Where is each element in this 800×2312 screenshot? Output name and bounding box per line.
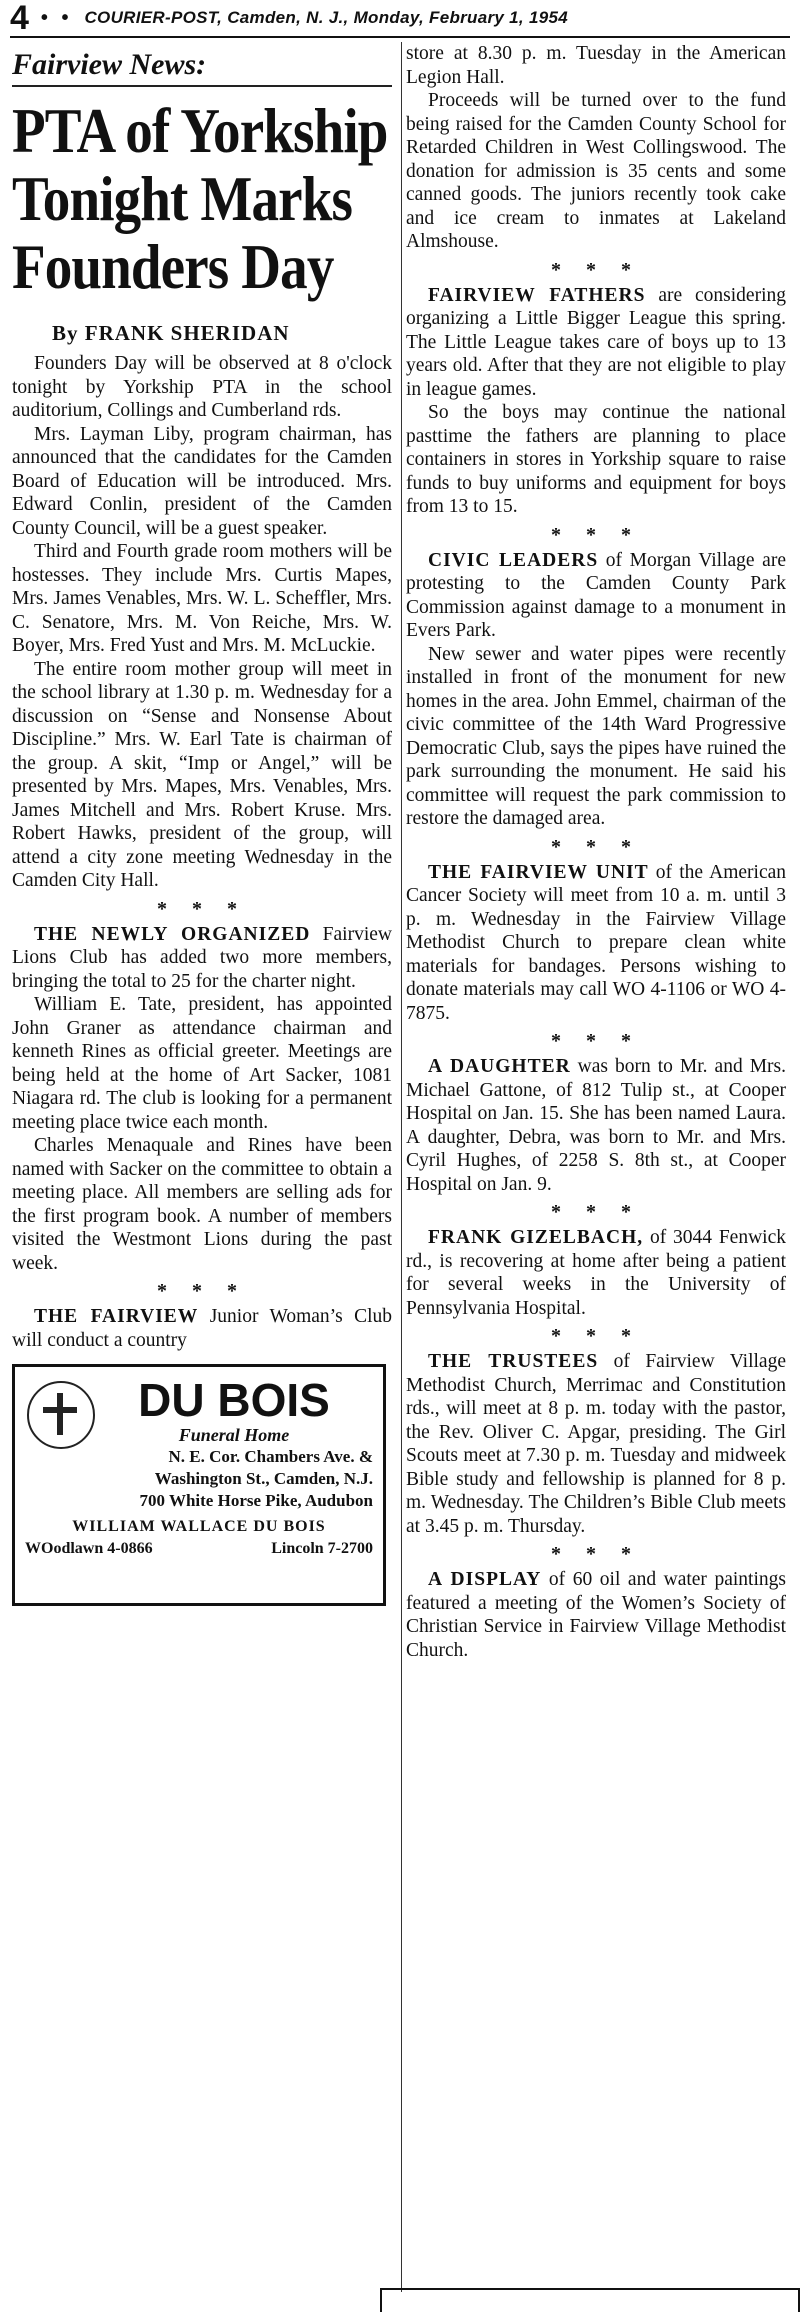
section-separator: * * * xyxy=(157,897,247,920)
column-divider xyxy=(401,42,402,2292)
ad-subtitle: Funeral Home xyxy=(178,1425,290,1445)
cross-logo-icon xyxy=(27,1381,95,1449)
paragraph-text: Fairview Lions Club has added two more members, bringing the total to 25 for the charter night. xyxy=(12,923,392,992)
paragraph-text: of Morgan Village are protesting to the Camden County Park Commission against damage to a monument in Evers Park. xyxy=(406,549,786,641)
section-separator: * * * xyxy=(551,1543,641,1565)
paragraph-text: Third and Fourth grade room mothers will be hostesses. They include Mrs. Curtis Mapes, Mrs. James Venables, Mrs. W. L. Scheffler, Mrs. C. Senatore, Mrs. M. Von Reiche, Mrs. W. Boyer, Mrs. Fred Yust and Mrs. M. McLuckie. xyxy=(12,541,392,656)
article-paragraph xyxy=(12,423,392,541)
ad-owner: WILLIAM WALLACE DU BOIS xyxy=(72,1518,326,1535)
section-separator: * * * xyxy=(551,258,641,281)
section-separator: * * * xyxy=(551,1201,641,1223)
column-left-body xyxy=(12,352,392,1352)
paragraph-lead: CIVIC LEADERS xyxy=(428,549,599,571)
section-separator: * * * xyxy=(157,1280,247,1302)
paragraph-text: of 3044 Fenwick rd., is recovering at home after being a patient for several weeks in the University of Pennsylvania Hospital. xyxy=(406,1227,786,1319)
section-separator: * * * xyxy=(551,523,641,546)
article-paragraph xyxy=(406,549,786,643)
paragraph-text: Mrs. Layman Liby, program chairman, has announced that the candidates for the Camden Board of Education will be introduced. Mrs. Edward Conlin, president of the Camden County Council, will be a guest speaker. xyxy=(12,423,392,539)
paragraph-text: New sewer and water pipes were recently installed in front of the monument for new homes in the area. John Emmel, chairman of the civic committee of the 14th Ward Progressive Democratic Club, says the pipes have ruined the park surrounding the monument. He said his committee will request the park commission to restore the damaged area. xyxy=(406,643,786,829)
paragraph-text: The entire room mother group will meet in the school library at 1.30 p. m. Wednesday for a discussion on “Sense and Nonsense About Discipline.” Mrs. W. Earl Tate is chairman of the group. A skit, “Imp or Angel,” will be presented by Mrs. Mapes, Mrs. Venables, Mrs. James Mitchell and Mrs. Robert Kruse. Mrs. Robert Hawks, president of the group, will attend a city zone meeting Wednesday in the Camden City Hall. xyxy=(12,658,392,891)
paragraph-lead: FRANK GIZELBACH, xyxy=(428,1227,644,1248)
byline: By FRANK SHERIDAN xyxy=(52,321,290,345)
article-columns xyxy=(6,38,794,1662)
ad-address-1: N. E. Cor. Chambers Ave. & xyxy=(168,1447,373,1466)
paragraph-lead: THE NEWLY ORGANIZED xyxy=(34,923,311,945)
paragraph-lead: THE FAIRVIEW UNIT xyxy=(428,861,649,883)
funeral-home-ad xyxy=(12,1364,386,1606)
article-paragraph xyxy=(12,658,392,893)
article-paragraph xyxy=(12,540,392,658)
dateline: COURIER-POST, Camden, N. J., Monday, February 1, 1954 xyxy=(84,8,568,27)
paragraph-lead: THE FAIRVIEW xyxy=(34,1306,199,1327)
article-paragraph xyxy=(406,1568,786,1662)
paragraph-lead: A DAUGHTER xyxy=(428,1056,571,1077)
column-right-body xyxy=(406,42,786,1662)
ad-address-2: Washington St., Camden, N.J. xyxy=(154,1469,373,1488)
article-paragraph xyxy=(12,1134,392,1275)
section-separator: * * * xyxy=(551,1325,641,1347)
paragraph-lead: A DISPLAY xyxy=(428,1569,542,1590)
ad-phones xyxy=(25,1540,373,1558)
paragraph-text: Founders Day will be observed at 8 o'clock tonight by Yorkship PTA in the school auditorium, Collings and Cumberland rds. xyxy=(12,353,392,421)
article-paragraph xyxy=(12,352,392,423)
article-paragraph xyxy=(12,923,392,994)
article-paragraph xyxy=(12,993,392,1134)
masthead-ornament: • • xyxy=(40,6,73,29)
ad-phone-right: Lincoln 7-2700 xyxy=(271,1540,373,1557)
section-separator: * * * xyxy=(551,1030,641,1052)
article-paragraph xyxy=(406,401,786,519)
ad-phone-left: WOodlawn 4-0866 xyxy=(25,1540,153,1557)
headline: PTA of Yorkship Tonight Marks Founders Day xyxy=(12,95,388,302)
article-paragraph xyxy=(406,643,786,831)
paragraph-text: of the American Cancer Society will meet from 10 a. m. until 3 p. m. Wednesday in the Fairview Village Methodist Church to prepare clean white materials for bandages. Persons wishing to donate materials may call WO 4-1106 or WO 4-7875. xyxy=(406,861,787,1024)
article-paragraph xyxy=(406,42,786,89)
article-paragraph xyxy=(406,284,786,402)
column-left xyxy=(12,42,392,1662)
paragraph-text: of Fairview Village Methodist Church, Merrimac and Constitution rds., will meet at 8 p. m. today with the pastor, the Rev. Oliver C. Apgar, presiding. The Girl Scouts meet at 7.30 p. m. Tuesday and midweek Bible study and fellowship is planned for 8 p. m. Wednesday. The Children’s Bible Club meets at 3.45 p. m. Thursday. xyxy=(406,1351,786,1537)
section-kicker: Fairview News: xyxy=(12,48,392,87)
paragraph-text: are considering organizing a Little Bigger League this spring. The Little League takes care of boys up to 13 years old. After that they are not eligible to play in league games. xyxy=(406,284,786,400)
section-separator: * * * xyxy=(551,835,641,858)
paragraph-text: So the boys may continue the national pasttime the fathers are planning to place containers in stores in Yorkship square to raise funds to buy uniforms and equipment for boys from 13 to 15. xyxy=(406,402,786,517)
paragraph-text: of 60 oil and water paintings featured a meeting of the Women’s Society of Christian Service in Fairview Village Methodist Church. xyxy=(406,1569,786,1661)
page-number: 4 xyxy=(10,0,29,37)
column-right xyxy=(406,42,786,1662)
paragraph-text: was born to Mr. and Mrs. Michael Gattone, of 812 Tulip st., at Cooper Hospital on Jan. 15. She has been named Laura. A daughter, Debra, was born to Mr. and Mrs. Cyril Hughes, of 2258 S. 8th st., at Cooper Hospital on Jan. 9. xyxy=(406,1056,786,1195)
ad-address-3: 700 White Horse Pike, Audubon xyxy=(139,1491,373,1510)
paragraph-text: William E. Tate, president, has appointed John Graner as attendance chairman and kenneth Rines as official greeter. Meetings are being held at the home of Art Sacker, 1081 Niagara rd. The club is looking for a permanent meeting place twice each month. xyxy=(12,994,392,1133)
ad-name: DU BOIS xyxy=(138,1374,330,1426)
article-paragraph xyxy=(406,861,786,1026)
paragraph-text: Junior Woman’s Club will conduct a country xyxy=(12,1306,392,1351)
paragraph-lead: FAIRVIEW FATHERS xyxy=(428,284,646,306)
paragraph-text: store at 8.30 p. m. Tuesday in the American Legion Hall. xyxy=(406,43,786,88)
article-paragraph xyxy=(406,1055,786,1196)
article-paragraph xyxy=(406,1350,786,1538)
article-paragraph xyxy=(406,89,786,254)
masthead xyxy=(10,0,790,38)
paragraph-text: Proceeds will be turned over to the fund being raised for the Camden County School for Retarded Children in West Collingswood. The donation for admission is 35 cents and some canned goods. The juniors recently took cake and ice cream to inmates at Lakeland Almshouse. xyxy=(406,90,786,252)
article-paragraph xyxy=(12,1305,392,1352)
paragraph-text: Charles Menaquale and Rines have been named with Sacker on the committee to obtain a meeting place. All members are selling ads for the first program book. A number of members visited the Westmont Lions during the past week. xyxy=(12,1135,392,1274)
article-paragraph xyxy=(406,1226,786,1320)
next-ad-frame xyxy=(380,2288,800,2312)
paragraph-lead: THE TRUSTEES xyxy=(428,1351,599,1372)
